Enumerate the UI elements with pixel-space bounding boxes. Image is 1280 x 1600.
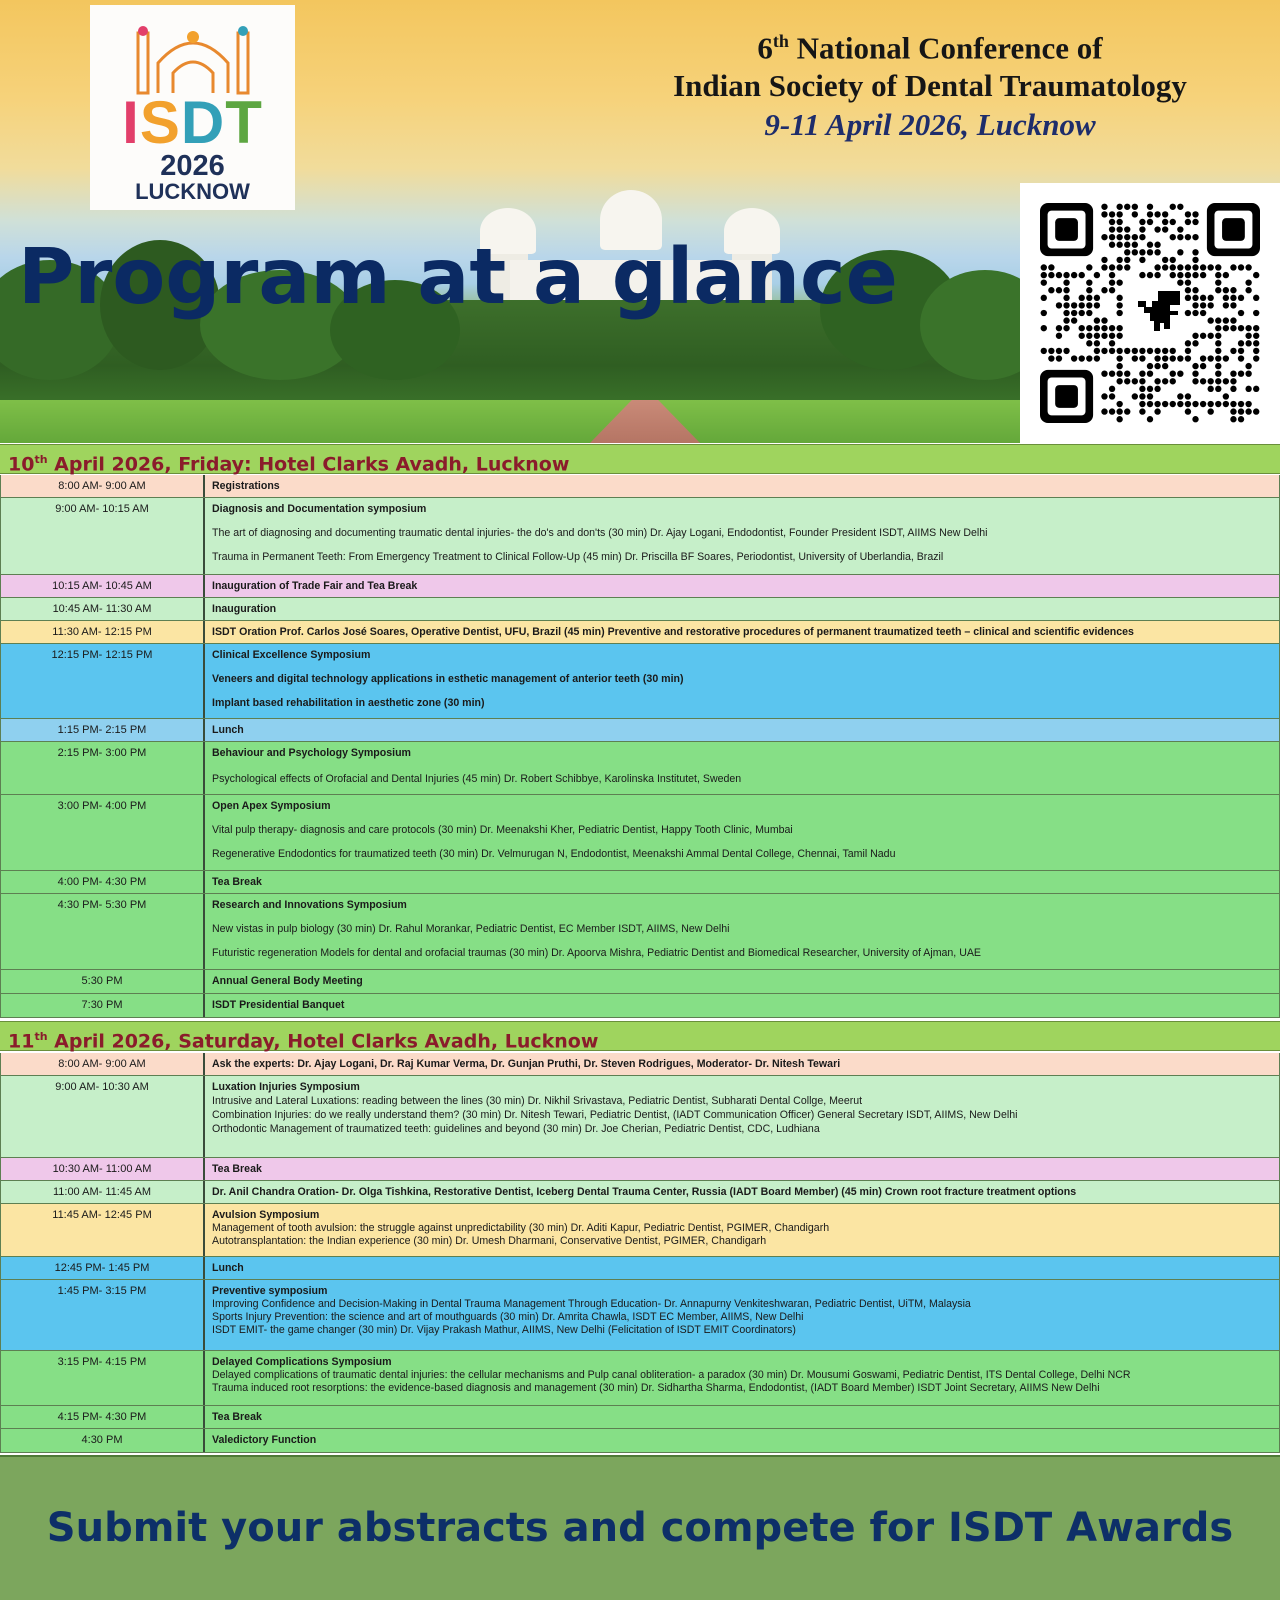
session-details xyxy=(205,1053,1280,1075)
schedule-row xyxy=(0,871,1280,894)
schedule-row xyxy=(0,970,1280,994)
session-title: Clinical Excellence Symposium xyxy=(212,649,371,661)
conference-info xyxy=(620,22,1240,145)
session-details xyxy=(205,644,1280,718)
session-talk: Veneers and digital technology applications in esthetic management of anterior teeth (30 min) xyxy=(212,673,684,685)
schedule-row xyxy=(0,644,1280,719)
session-time: 1:15 PM- 2:15 PM xyxy=(0,719,205,741)
qr-code-icon xyxy=(1040,203,1260,423)
session-details xyxy=(205,742,1280,794)
session-title: ISDT Oration Prof. Carlos José Soares, Operative Dentist, UFU, Brazil (45 min) Preventive and restorative procedures of permanent traumatized teeth – clinical and scientific evidences xyxy=(212,626,1134,638)
session-title: Valedictory Function xyxy=(212,1434,317,1446)
session-talk: New vistas in pulp biology (30 min) Dr. Rahul Morankar, Pediatric Dentist, EC Member ISDT, AIIMS, New Delhi xyxy=(212,923,730,935)
schedule-row xyxy=(0,742,1280,795)
session-time: 11:45 AM- 12:45 PM xyxy=(0,1204,205,1256)
session-talk: Management of tooth avulsion: the struggle against unpredictability (30 min) Dr. Aditi Kapur, Pediatric Dentist, PGIMER, Chandigarh xyxy=(212,1222,830,1234)
day1-header: 10th April 2026, Friday: Hotel Clarks Avadh, Lucknow xyxy=(0,444,1280,474)
session-details xyxy=(205,871,1280,893)
session-title: Luxation Injuries Symposium xyxy=(212,1081,360,1093)
schedule-row xyxy=(0,621,1280,644)
session-time: 10:45 AM- 11:30 AM xyxy=(0,598,205,620)
session-time: 12:45 PM- 1:45 PM xyxy=(0,1257,205,1279)
session-time: 8:00 AM- 9:00 AM xyxy=(0,1053,205,1075)
session-details xyxy=(205,475,1280,497)
lawn xyxy=(0,400,1020,443)
session-time: 4:30 PM- 5:30 PM xyxy=(0,894,205,969)
session-details xyxy=(205,575,1280,597)
session-details xyxy=(205,598,1280,620)
abstract-call-to-action[interactable]: Submit your abstracts and compete for ISDT Awards xyxy=(46,1505,1234,1551)
session-title: Delayed Complications Symposium xyxy=(212,1356,392,1368)
session-talk: Combination Injuries: do we really understand them? (30 min) Dr. Nitesh Tewari, Pediatric Dentist, (IADT Communication Officer) General Secretary ISDT, AIIMS, New Delhi xyxy=(212,1109,1018,1121)
session-time: 12:15 PM- 12:15 PM xyxy=(0,644,205,718)
session-details xyxy=(205,1351,1280,1405)
session-details xyxy=(205,894,1280,969)
logo-city: LUCKNOW xyxy=(135,179,250,204)
session-time: 1:45 PM- 3:15 PM xyxy=(0,1280,205,1350)
session-details xyxy=(205,1406,1280,1428)
session-talk: Psychological effects of Orofacial and Dental Injuries (45 min) Dr. Robert Schibbye, Karolinska Institutet, Sweden xyxy=(212,773,742,785)
session-talk: Delayed complications of traumatic dental injuries: the cellular mechanisms and Pulp canal obliteration- a paradox (30 min) Dr. Mousumi Goswami, Pediatric Dentist, ITS Dental College, Delhi NCR xyxy=(212,1369,1131,1381)
conference-edition: 6th National Conference of xyxy=(757,30,1103,66)
session-talk: Futuristic regeneration Models for dental and orofacial traumas (30 min) Dr. Apoorva Mishra, Pediatric Dentist and Biomedical Researcher, University of Ajman, UAE xyxy=(212,947,981,959)
schedule-row xyxy=(0,1158,1280,1181)
isdt-logo xyxy=(90,5,295,210)
conference-society: Indian Society of Dental Traumatology xyxy=(673,68,1187,104)
session-talk: Sports Injury Prevention: the science and art of mouthguards (30 min) Dr. Amrita Chawla, ISDT EC Member, AIIMS, New Delhi xyxy=(212,1311,804,1323)
session-time: 5:30 PM xyxy=(0,970,205,993)
session-title: ISDT Presidential Banquet xyxy=(212,999,345,1011)
footer-banner xyxy=(0,1455,1280,1600)
session-title: Diagnosis and Documentation symposium xyxy=(212,503,427,515)
session-details xyxy=(205,1204,1280,1256)
session-time: 8:00 AM- 9:00 AM xyxy=(0,475,205,497)
session-title: Annual General Body Meeting xyxy=(212,975,363,987)
session-talk: ISDT EMIT- the game changer (30 min) Dr. Vijay Prakash Mathur, AIIMS, New Delhi (Felicitation of ISDT EMIT Coordinators) xyxy=(212,1324,796,1336)
schedule-row xyxy=(0,795,1280,871)
session-talk: Implant based rehabilitation in aesthetic zone (30 min) xyxy=(212,697,485,709)
session-details xyxy=(205,498,1280,574)
schedule-row xyxy=(0,994,1280,1018)
page-title: Program at a glance xyxy=(18,233,898,322)
session-details xyxy=(205,1429,1280,1452)
session-talk: Vital pulp therapy- diagnosis and care protocols (30 min) Dr. Meenakshi Kher, Pediatric Dentist, Happy Tooth Clinic, Mumbai xyxy=(212,824,793,836)
schedule-row xyxy=(0,1351,1280,1406)
schedule-row xyxy=(0,475,1280,498)
session-details xyxy=(205,1076,1280,1157)
session-title: Tea Break xyxy=(212,876,262,888)
day2-header: 11th April 2026, Saturday, Hotel Clarks Avadh, Lucknow xyxy=(0,1021,1280,1051)
schedule-row xyxy=(0,598,1280,621)
schedule-row xyxy=(0,1204,1280,1257)
session-talk: The art of diagnosing and documenting traumatic dental injuries- the do's and don'ts (30 min) Dr. Ajay Logani, Endodontist, Founder President ISDT, AIIMS New Delhi xyxy=(212,527,988,539)
session-time: 4:30 PM xyxy=(0,1429,205,1452)
session-time: 7:30 PM xyxy=(0,994,205,1017)
conference-dates: 9-11 April 2026, Lucknow xyxy=(764,107,1096,143)
session-details xyxy=(205,621,1280,643)
schedule-row xyxy=(0,1076,1280,1158)
session-title: Tea Break xyxy=(212,1411,262,1423)
monument-icon xyxy=(118,23,268,95)
session-details xyxy=(205,719,1280,741)
header-banner xyxy=(0,0,1280,443)
schedule-row xyxy=(0,1280,1280,1351)
session-talk: Trauma in Permanent Teeth: From Emergency Treatment to Clinical Follow-Up (45 min) Dr. Priscilla BF Soares, Periodontist, University of Uberlandia, Brazil xyxy=(212,551,944,563)
session-talk: Autotransplantation: the Indian experience (30 min) Dr. Umesh Dharmani, Conservative Dentist, PGIMER, Chandigarh xyxy=(212,1235,767,1247)
session-title: Open Apex Symposium xyxy=(212,800,331,812)
schedule-row xyxy=(0,498,1280,575)
qr-code[interactable] xyxy=(1020,183,1280,443)
session-details xyxy=(205,1158,1280,1180)
session-time: 4:15 PM- 4:30 PM xyxy=(0,1406,205,1428)
logo-year: 2026 xyxy=(160,150,225,182)
schedule-row xyxy=(0,1406,1280,1429)
session-details xyxy=(205,970,1280,993)
session-title: Research and Innovations Symposium xyxy=(212,899,407,911)
session-time: 9:00 AM- 10:15 AM xyxy=(0,498,205,574)
session-time: 3:00 PM- 4:00 PM xyxy=(0,795,205,870)
session-talk: Orthodontic Management of traumatized teeth: guidelines and beyond (30 min) Dr. Joe Cherian, Pediatric Dentist, CDC, Ludhiana xyxy=(212,1123,820,1135)
schedule-row xyxy=(0,1429,1280,1453)
session-details xyxy=(205,1257,1280,1279)
session-talk: Regenerative Endodontics for traumatized teeth (30 min) Dr. Velmurugan N, Endodontist, Meenakshi Ammal Dental College, Chennai, Tamil Nadu xyxy=(212,848,896,860)
session-title: Preventive symposium xyxy=(212,1285,328,1297)
session-title: Tea Break xyxy=(212,1163,262,1175)
session-title: Ask the experts: Dr. Ajay Logani, Dr. Raj Kumar Verma, Dr. Gunjan Pruthi, Dr. Steven Rodrigues, Moderator- Dr. Nitesh Tewari xyxy=(212,1058,841,1070)
session-title: Dr. Anil Chandra Oration- Dr. Olga Tishkina, Restorative Dentist, Iceberg Dental Trauma Center, Russia (IADT Board Member) (45 min) Crown root fracture treatment options xyxy=(212,1186,1077,1198)
session-time: 3:15 PM- 4:15 PM xyxy=(0,1351,205,1405)
session-details xyxy=(205,1181,1280,1203)
session-details xyxy=(205,1280,1280,1350)
session-talk: Trauma induced root resorptions: the evidence-based diagnosis and management (30 min) Dr. Sidhartha Sharma, Endodontist, (IADT Board Member) ISDT Joint Secretary, AIIMS New Delhi xyxy=(212,1382,1100,1394)
schedule-row xyxy=(0,719,1280,742)
session-title: Lunch xyxy=(212,1262,244,1274)
logo-wordmark: ISDT xyxy=(122,89,263,156)
session-time: 4:00 PM- 4:30 PM xyxy=(0,871,205,893)
session-title: Lunch xyxy=(212,724,244,736)
session-time: 2:15 PM- 3:00 PM xyxy=(0,742,205,794)
session-title: Avulsion Symposium xyxy=(212,1209,320,1221)
session-time: 11:00 AM- 11:45 AM xyxy=(0,1181,205,1203)
session-time: 11:30 AM- 12:15 PM xyxy=(0,621,205,643)
session-details xyxy=(205,994,1280,1017)
schedule-row xyxy=(0,575,1280,598)
schedule-row xyxy=(0,1053,1280,1076)
schedule-row xyxy=(0,1257,1280,1280)
schedule-row xyxy=(0,894,1280,970)
schedule-row xyxy=(0,1181,1280,1204)
session-title: Inauguration of Trade Fair and Tea Break xyxy=(212,580,418,592)
session-time: 9:00 AM- 10:30 AM xyxy=(0,1076,205,1157)
session-time: 10:30 AM- 11:00 AM xyxy=(0,1158,205,1180)
session-talk: Intrusive and Lateral Luxations: reading between the lines (30 min) Dr. Nikhil Srivastava, Pediatric Dentist, Subharati Dental Collge, Meerut xyxy=(212,1095,863,1107)
session-title: Inauguration xyxy=(212,603,277,615)
session-title: Registrations xyxy=(212,480,280,492)
session-talk: Improving Confidence and Decision-Making in Dental Trauma Management Through Education- Dr. Annapurny Venkiteshwaran, Pediatric Dentist, UiTM, Malaysia xyxy=(212,1298,971,1310)
session-time: 10:15 AM- 10:45 AM xyxy=(0,575,205,597)
session-title: Behaviour and Psychology Symposium xyxy=(212,747,411,759)
session-details xyxy=(205,795,1280,870)
